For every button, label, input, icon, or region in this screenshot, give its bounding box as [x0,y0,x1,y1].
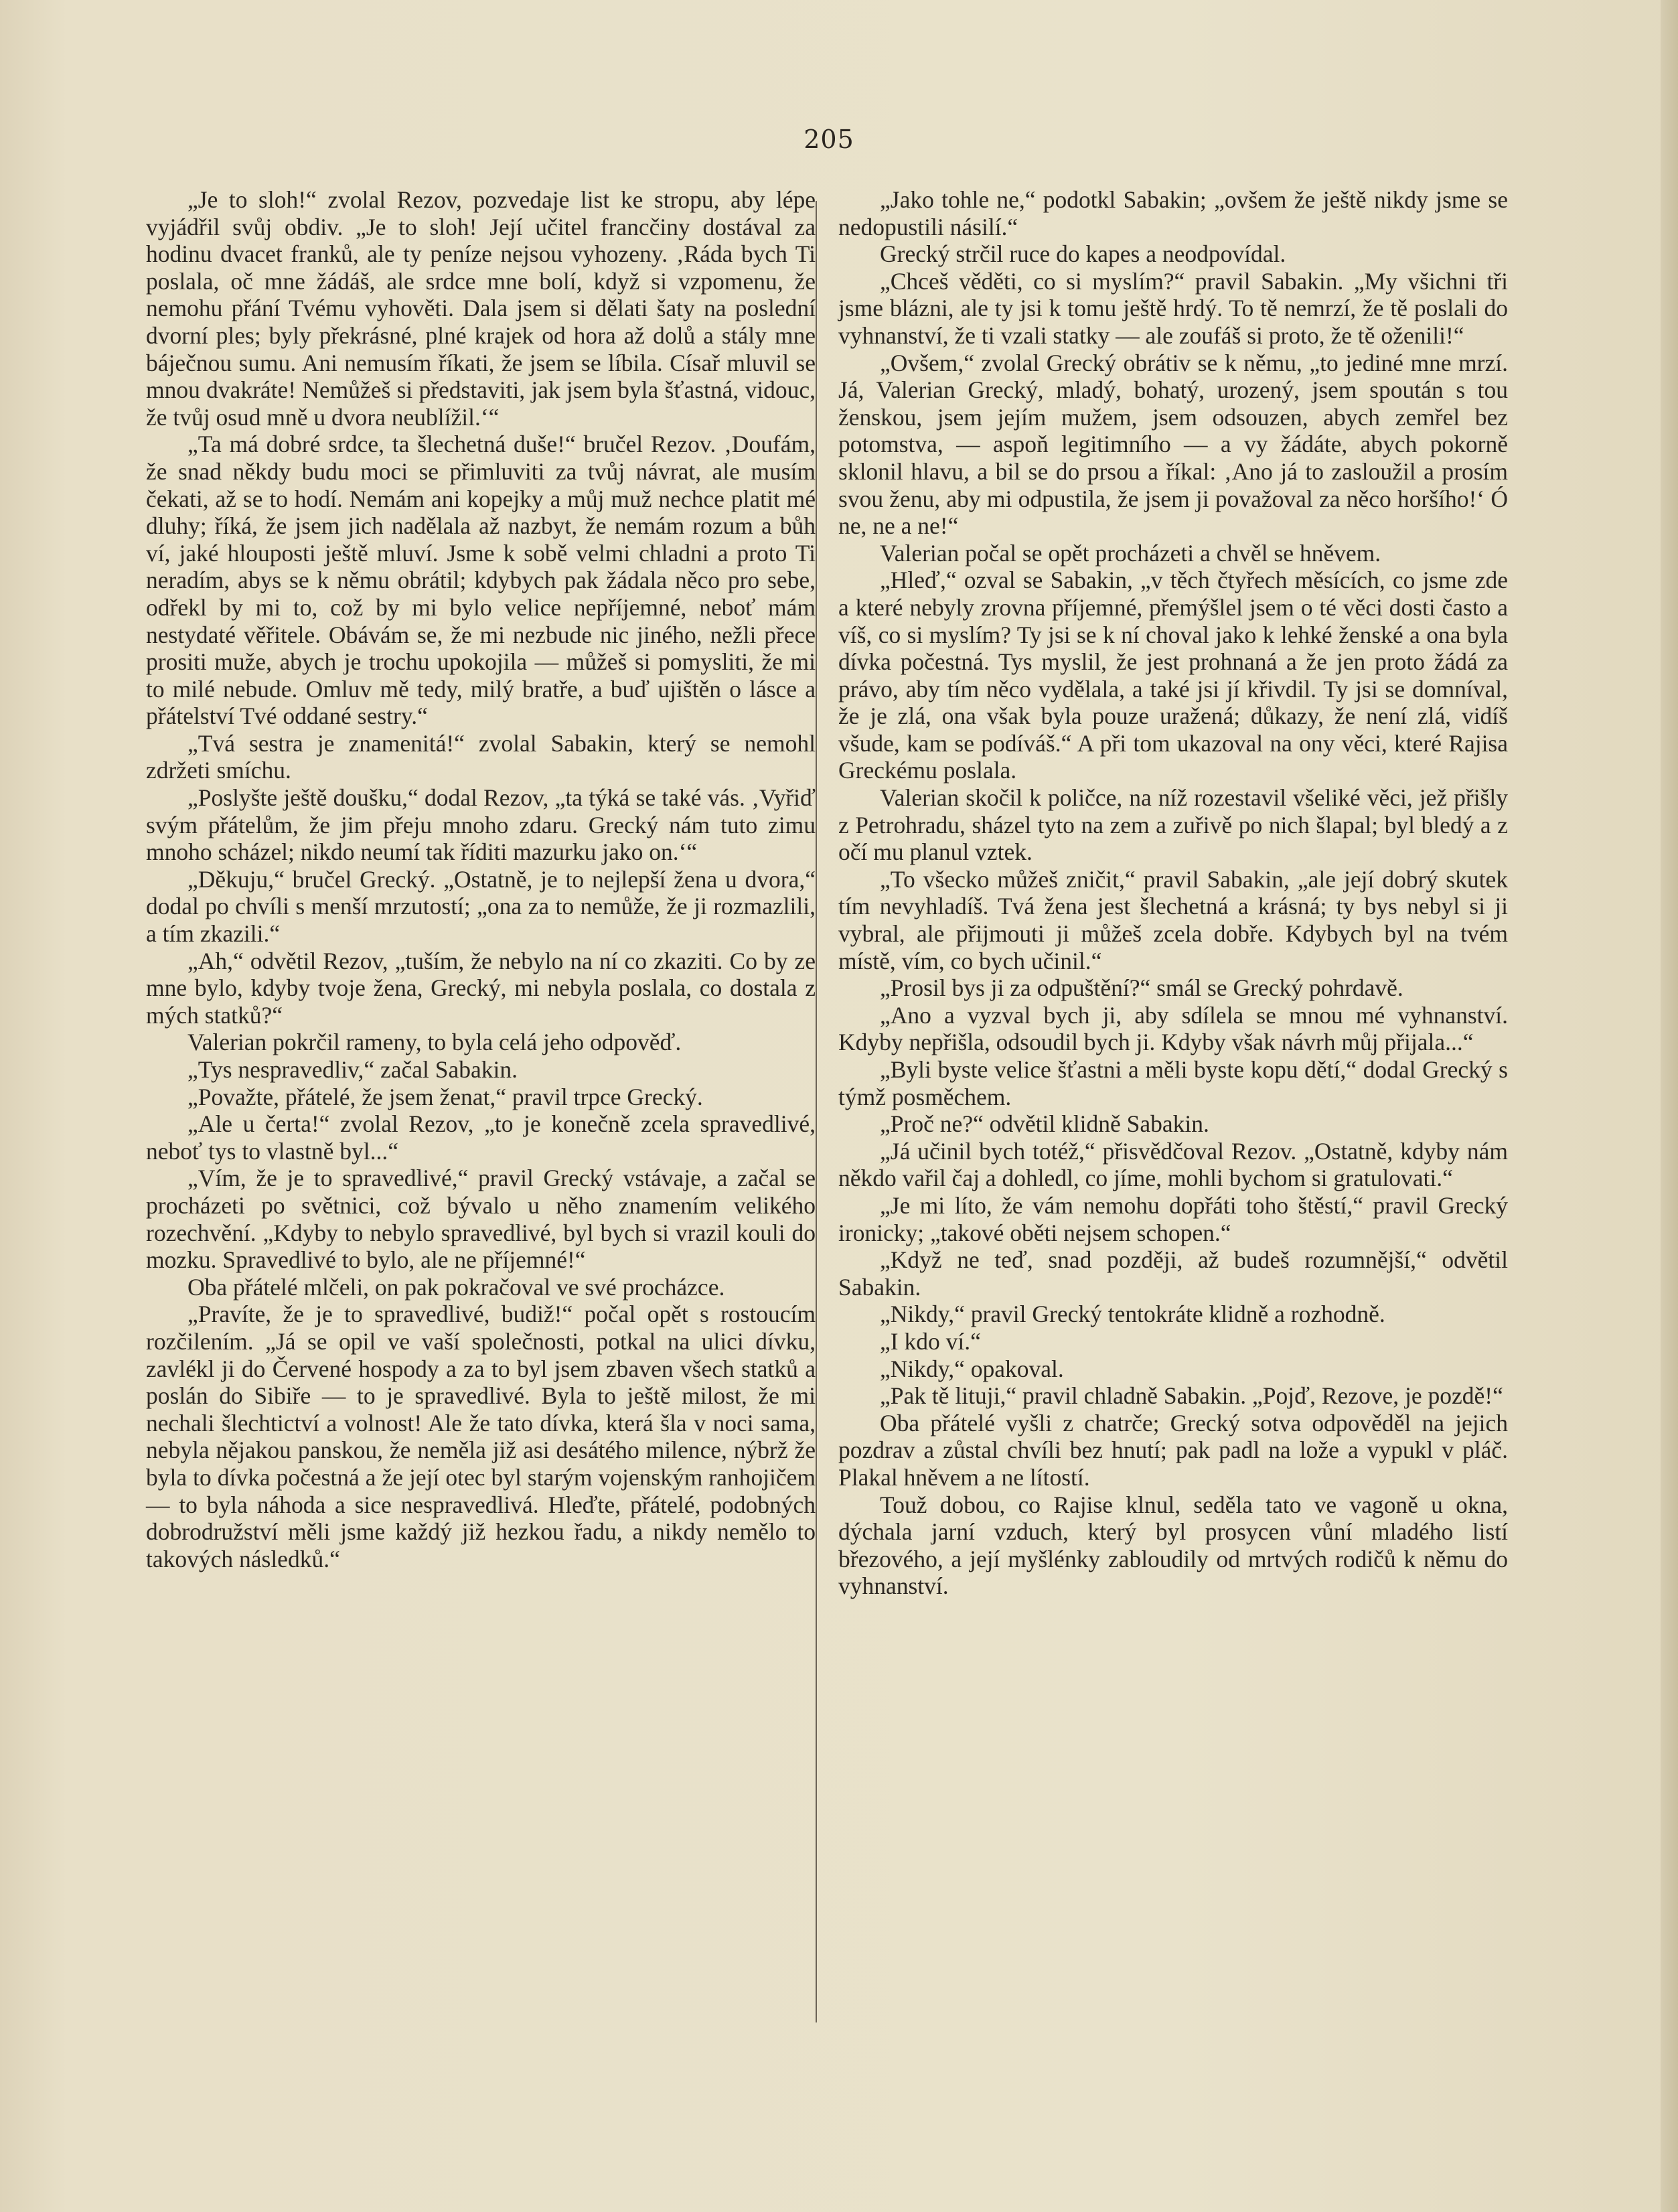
paragraph: „Tys nespravedliv,“ začal Sabakin. [187,1056,518,1083]
paragraph: „Děkuju,“ bručel Grecký. „Ostatně, je to nejlepší žena u dvora,“ dodal po chvíli s menší mrzutostí; „ona za to nemůže, že ji rozmazlili, a tím zkazili.“ [146,865,816,948]
paragraph: „To všecko můžeš zničit,“ pravil Sabakin, „ale její dobrý skutek tím nevyhladíš. Tvá žena jest šlechetná a krásná; ty bys nebyl si ji vybral, ale přijmouti ji můžeš zcela dobře. Kdybych byl na tvém místě, vím, co bych učinil.“ [838,865,1508,974]
paragraph: „Hleď,“ ozval se Sabakin, „v těch čtyřech měsících, co jsme zde a které nebyly zrovna příjemné, přemýšlel jsem o té věci dosti často a víš, co si myslím? Ty jsi se k ní choval jako k lehké ženské a ona byla dívka počestná. Tys myslil, že jest prohnaná a že jen proto žádá za právo, aby tím něco vydělala, a také jsi jí křivdil. Ty jsi se domníval, že je zlá, ona však byla pouze uražená; důkazy, že není zlá, vidíš všude, kam se podíváš.“ A při tom ukazoval na ony věci, které Rajisa Greckému poslala. [838,567,1508,784]
column-divider [816,201,817,2022]
right-column [838,186,1508,1600]
paragraph: Valerian pokrčil rameny, to byla celá jeho odpověď. [187,1029,682,1056]
paragraph: Oba přátelé vyšli z chatrče; Grecký sotva odpověděl na jejich pozdrav a zůstal chvíli bez hnutí; pak padl na lože a vypukl v pláč. Plakal hněvem a ne lítostí. [838,1409,1508,1491]
left-column [146,186,816,1572]
paragraph: Touž dobou, co Rajise klnul, seděla tato ve vagoně u okna, dýchala jarní vzduch, který byl prosycen vůní mladého listí březového, a její myšlénky zabloudily od mrtvých rodičů k němu do vyhnanství. [838,1491,1508,1600]
paragraph: Oba přátelé mlčeli, on pak pokračoval ve své procházce. [187,1273,725,1301]
paragraph: „Je mi líto, že vám nemohu dopřáti toho štěstí,“ pravil Grecký ironicky; „takové oběti nejsem schopen.“ [838,1191,1508,1246]
paragraph: „Vím, že je to spravedlivé,“ pravil Grecký vstávaje, a začal se procházeti po světnici, což bývalo u něho znamením velikého rozechvění. „Kdyby to nebylo spravedlivé, byl bych si vrazil kouli do mozku. Spravedlivé to bylo, ale ne příjemné!“ [146,1165,816,1274]
paragraph: „Byli byste velice šťastni a měli byste kopu dětí,“ dodal Grecký s týmž posměchem. [838,1056,1508,1110]
page-number: 205 [804,125,854,154]
paragraph: „Prosil bys ji za odpuštění?“ smál se Grecký pohrdavě. [880,974,1403,1002]
paragraph: „Nikdy,“ opakoval. [880,1355,1064,1382]
paragraph: „Nikdy,“ pravil Grecký tentokráte klidně a rozhodně. [880,1301,1385,1328]
page-edge [1661,0,1678,2212]
paragraph: „Ale u čerta!“ zvolal Rezov, „to je konečně zcela spravedlivé, neboť tys to vlastně byl...“ [146,1110,816,1165]
paragraph: „I kdo ví.“ [880,1327,981,1355]
paragraph: „Jako tohle ne,“ podotkl Sabakin; „ovšem že ještě nikdy jsme se nedopustili násilí.“ [838,186,1508,240]
paragraph: „Když ne teď, snad později, až budeš rozumnější,“ odvětil Sabakin. [838,1246,1508,1301]
paragraph: „Ta má dobré srdce, ta šlechetná duše!“ bručel Rezov. ‚Doufám, že snad někdy budu moci se přimluviti za tvůj návrat, ale musím čekati, až se to hodí. Nemám ani kopejky a můj muž nechce platit mé dluhy; říká, že jsem jich nadělala až nazbyt, že nemám rozum a bůh ví, jaké hlouposti ještě mluví. Jsme k sobě velmi chladni a proto Ti neradím, abys se k němu obrátil; kdybych pak žádala něco pro sebe, odřekl by mi to, což by mi bylo velice nepříjemné, neboť mám nestydaté věřitele. Obávám se, že mi nezbude nic jiného, nežli přece prositi muže, abych je trochu upokojila — můžeš si pomysliti, že mi to milé nebude. Omluv mě tedy, milý bratře, a buď ujištěn o lásce a přátelství Tvé oddané sestry.“ [146,431,816,730]
paragraph: „Pak tě lituji,“ pravil chladně Sabakin. „Pojď, Rezove, je pozdě!“ [880,1382,1503,1410]
paragraph: „Ano a vyzval bych ji, aby sdílela se mnou mé vyhnanství. Kdyby nepřišla, odsoudil bych ji. Kdyby však návrh můj přijala...“ [838,1001,1508,1056]
paragraph: Valerian skočil k poličce, na níž rozestavil všeliké věci, jež přišly z Petrohradu, sházel tyto na zem a zuřivě po nich šlapal; byl bledý a z očí mu planul vztek. [838,784,1508,866]
paragraph: Valerian počal se opět procházeti a chvěl se hněvem. [880,539,1381,567]
paragraph: „Je to sloh!“ zvolal Rezov, pozvedaje list ke stropu, aby lépe vyjádřil svůj obdiv. „Je to sloh! Její učitel francčiny dostával za hodinu dvacet franků, ale ty peníze nejsou vyhozeny. ‚Ráda bych Ti poslala, oč mne žádáš, ale srdce mne bolí, když si vzpomenu, že nemohu přání Tvému vyhověti. Dala jsem si dělati šaty na poslední dvorní ples; byly překrásné, plné krajek od hora až dolů a stály mne báječnou sumu. Ani nemusím říkati, že jsem se líbila. Císař mluvil se mnou dvakráte! Nemůžeš si představiti, jak jsem byla šťastná, vidouc, že tvůj osud mně u dvora neublížil.‘“ [146,186,816,431]
paragraph: „Tvá sestra je znamenitá!“ zvolal Sabakin, který se nemohl zdržeti smíchu. [146,729,816,784]
paragraph: „Já učinil bych totéž,“ přisvědčoval Rezov. „Ostatně, kdyby nám někdo vařil čaj a dohledl, co jíme, mohli bychom si gratulovati.“ [838,1137,1508,1192]
paragraph: „Chceš věděti, co si myslím?“ pravil Sabakin. „My všichni tři jsme blázni, ale ty jsi k tomu ještě hrdý. To tě nemrzí, že tě poslali do vyhnanství, že ti vzali statky — ale zoufáš si proto, že tě oženili!“ [838,267,1508,349]
paragraph: Grecký strčil ruce do kapes a neodpovídal. [880,240,1286,268]
paragraph: „Ovšem,“ zvolal Grecký obrátiv se k němu, „to jediné mne mrzí. Já, Valerian Grecký, mladý, bohatý, urozený, jsem spoután s tou ženskou, jsem jejím mužem, jsem odsouzen, abych zemřel bez potomstva, — aspoň legitimního — a vy žádáte, abych pokorně sklonil hlavu, a bil se do prsou a říkal: ‚Ano já to zasloužil a prosím svou ženu, aby mi odpustila, že jsem ji považoval za něco horšího!‘ Ó ne, ne a ne!“ [838,349,1508,540]
paragraph: „Poslyšte ještě doušku,“ dodal Rezov, „ta týká se také vás. ‚Vyřiď svým přátelům, že jim přeju mnoho zdaru. Grecký nám tuto zimu mnoho scházel; nikdo neumí tak říditi mazurku jako on.‘“ [146,784,816,866]
paragraph: „Proč ne?“ odvětil klidně Sabakin. [880,1110,1209,1138]
paragraph: „Ah,“ odvětil Rezov, „tuším, že nebylo na ní co zkaziti. Co by ze mne bylo, kdyby tvoje žena, Grecký, mi nebyla poslala, co dostala z mých statků?“ [146,947,816,1029]
paragraph: „Považte, přátelé, že jsem ženat,“ pravil trpce Grecký. [187,1083,703,1110]
paragraph: „Pravíte, že je to spravedlivé, budiž!“ počal opět s rostoucím rozčilením. „Já se opil ve vaší společnosti, potkal na ulici dívku, zavlékl ji do Červené hospody a za to byl jsem zbaven všech statků a poslán do Sibiře — to je spravedlivé. Byla to ještě milost, že mi nechali šlechtictví a volnost! Ale že tato dívka, která šla v noci sama, nebyla nějakou panskou, že neměla již asi desátého milence, nýbrž že byla to dívka počestná a že její otec byl starým vojenským ranhojičem — to byla náhoda a sice nespravedlivá. Hleďte, přátelé, podobných dobrodružství měli jsme každý již hezkou řadu, a nikdy nemělo to takových následků.“ [146,1301,816,1572]
